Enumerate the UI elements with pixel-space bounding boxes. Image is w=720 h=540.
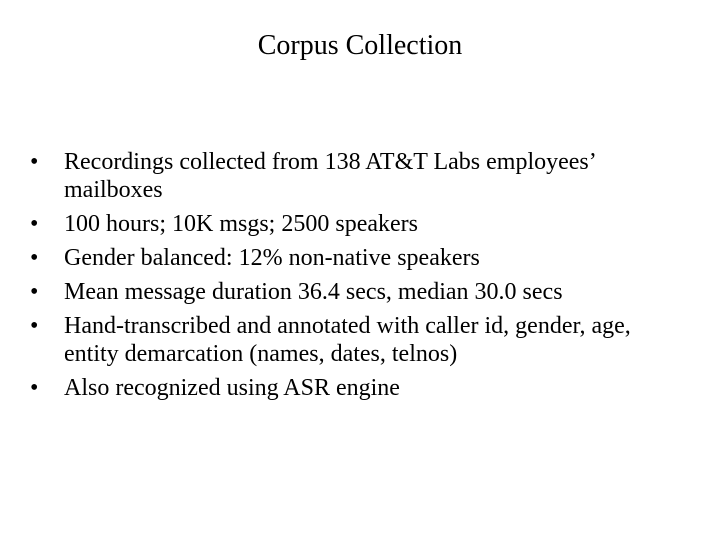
bullet-list: [30, 148, 670, 408]
bullet-icon: •: [30, 149, 39, 175]
bullet-icon: •: [30, 245, 39, 271]
bullet-item: [30, 374, 670, 402]
bullet-item: [30, 148, 670, 204]
bullet-item: [30, 278, 670, 306]
bullet-text: Recordings collected from 138 AT&T Labs employees’ mailboxes: [64, 149, 595, 203]
bullet-icon: •: [30, 211, 39, 237]
bullet-text: Also recognized using ASR engine: [64, 375, 400, 401]
slide-title: Corpus Collection: [257, 30, 463, 61]
bullet-icon: •: [30, 375, 39, 401]
bullet-item: [30, 244, 670, 272]
bullet-text: Gender balanced: 12% non-native speakers: [64, 245, 480, 271]
bullet-text: 100 hours; 10K msgs; 2500 speakers: [64, 211, 418, 237]
bullet-text: Hand-transcribed and annotated with caller id, gender, age, entity demarcation (names, dates, telnos): [64, 313, 631, 367]
bullet-item: [30, 210, 670, 238]
bullet-icon: •: [30, 313, 39, 339]
bullet-text: Mean message duration 36.4 secs, median 30.0 secs: [64, 279, 563, 305]
bullet-item: [30, 312, 670, 368]
bullet-icon: •: [30, 279, 39, 305]
